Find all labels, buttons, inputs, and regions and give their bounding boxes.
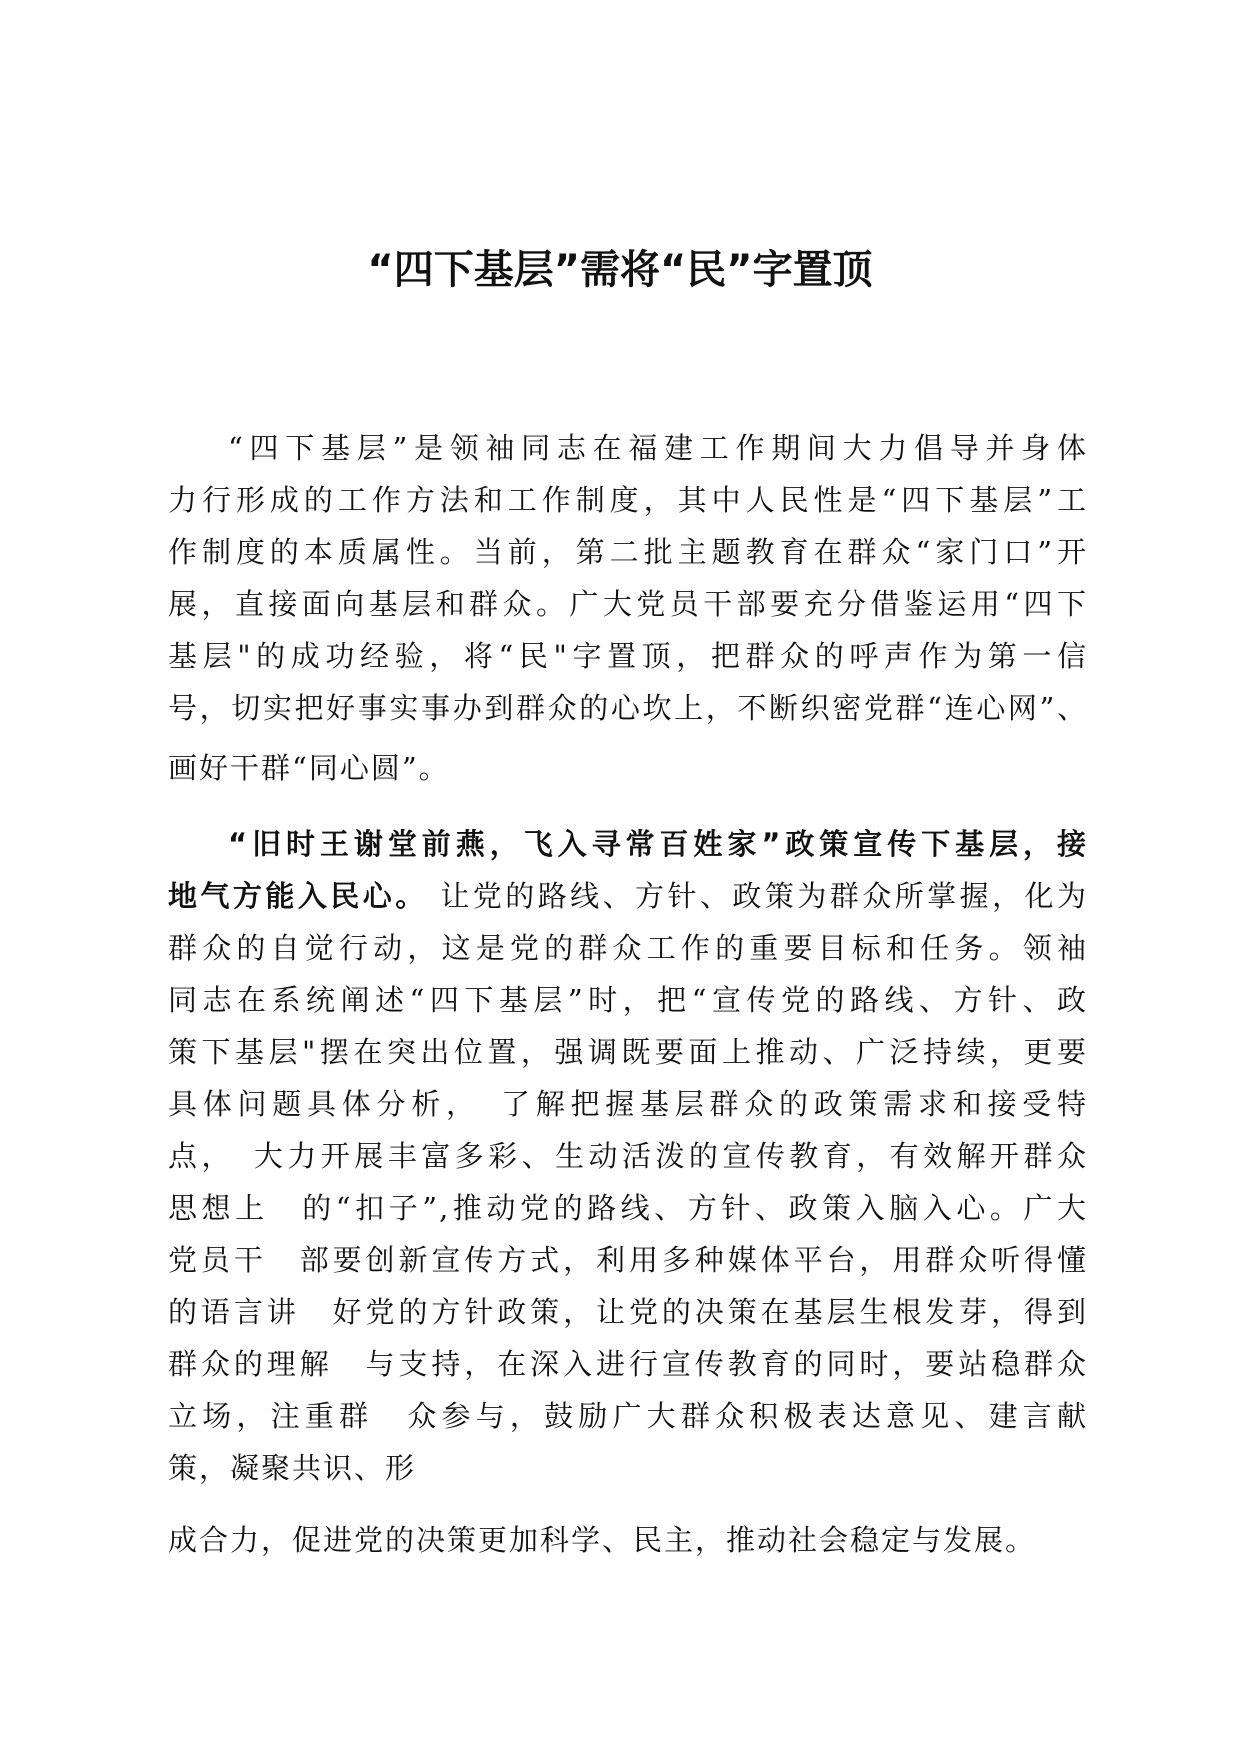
page-title: “四下基层”需将“民”字置顶	[367, 247, 873, 293]
paragraph-line	[168, 870, 1088, 922]
paragraph-line: “四下基层”是领袖同志在福建工作期间大力倡导并身体	[228, 431, 1088, 465]
paragraph-2	[168, 818, 1088, 1566]
paragraph-line: 号，切实把好事实事办到群众的心坎上，不断织密党群“连心网”、	[168, 691, 1088, 725]
paragraph-text: 让党的路线、方针、政策为群众所掌握，化为	[427, 879, 1088, 913]
paragraph-line: 具体问题具体分析， 了解把握基层群众的政策需求和接受特	[168, 1087, 1088, 1121]
paragraph-line: 立场，注重群 众参与，鼓励广大群众积极表达意见、建言献	[168, 1399, 1088, 1433]
paragraph-lead-text: 地气方能入民心。	[168, 879, 428, 913]
paragraph-line: 基层"的成功经验，将“民"字置顶，把群众的呼声作为第一信	[168, 639, 1088, 673]
paragraph-line: 群众的自觉行动，这是党的群众工作的重要目标和任务。领袖	[168, 931, 1088, 965]
paragraph-line: 展，直接面向基层和群众。广大党员干部要充分借鉴运用“四下	[168, 587, 1088, 621]
paragraph-line: 策，凝聚共识、形	[168, 1451, 417, 1485]
paragraph-line: 力行形成的工作方法和工作制度，其中人民性是“四下基层”工	[168, 483, 1088, 517]
paragraph-line: 党员干 部要创新宣传方式，利用多种媒体平台，用群众听得懂	[168, 1243, 1088, 1277]
paragraph-line: 的语言讲 好党的方针政策，让党的决策在基层生根发芽，得到	[168, 1295, 1088, 1329]
paragraph-1	[168, 422, 1088, 794]
paragraph-line: 点， 大力开展丰富多彩、生动活泼的宣传教育，有效解开群众	[168, 1139, 1088, 1173]
paragraph-line: 策下基层"摆在突出位置，强调既要面上推动、广泛持续，更要	[168, 1035, 1088, 1069]
paragraph-line: 同志在系统阐述“四下基层”时，把“宣传党的路线、方针、政	[168, 983, 1088, 1017]
paragraph-lead-line: “旧时王谢堂前燕，飞入寻常百姓家”政策宣传下基层，接	[228, 827, 1088, 861]
paragraph-line: 画好干群“同心圆”。	[168, 751, 450, 785]
paragraph-line: 思想上 的“扣子”,推动党的路线、方针、政策入脑入心。广大	[168, 1191, 1088, 1225]
paragraph-line: 成合力，促进党的决策更加科学、民主，推动社会稳定与发展。	[168, 1523, 1037, 1557]
paragraph-line: 群众的理解 与支持，在深入进行宣传教育的同时，要站稳群众	[168, 1347, 1088, 1381]
paragraph-line: 作制度的本质属性。当前，第二批主题教育在群众“家门口”开	[168, 535, 1088, 569]
